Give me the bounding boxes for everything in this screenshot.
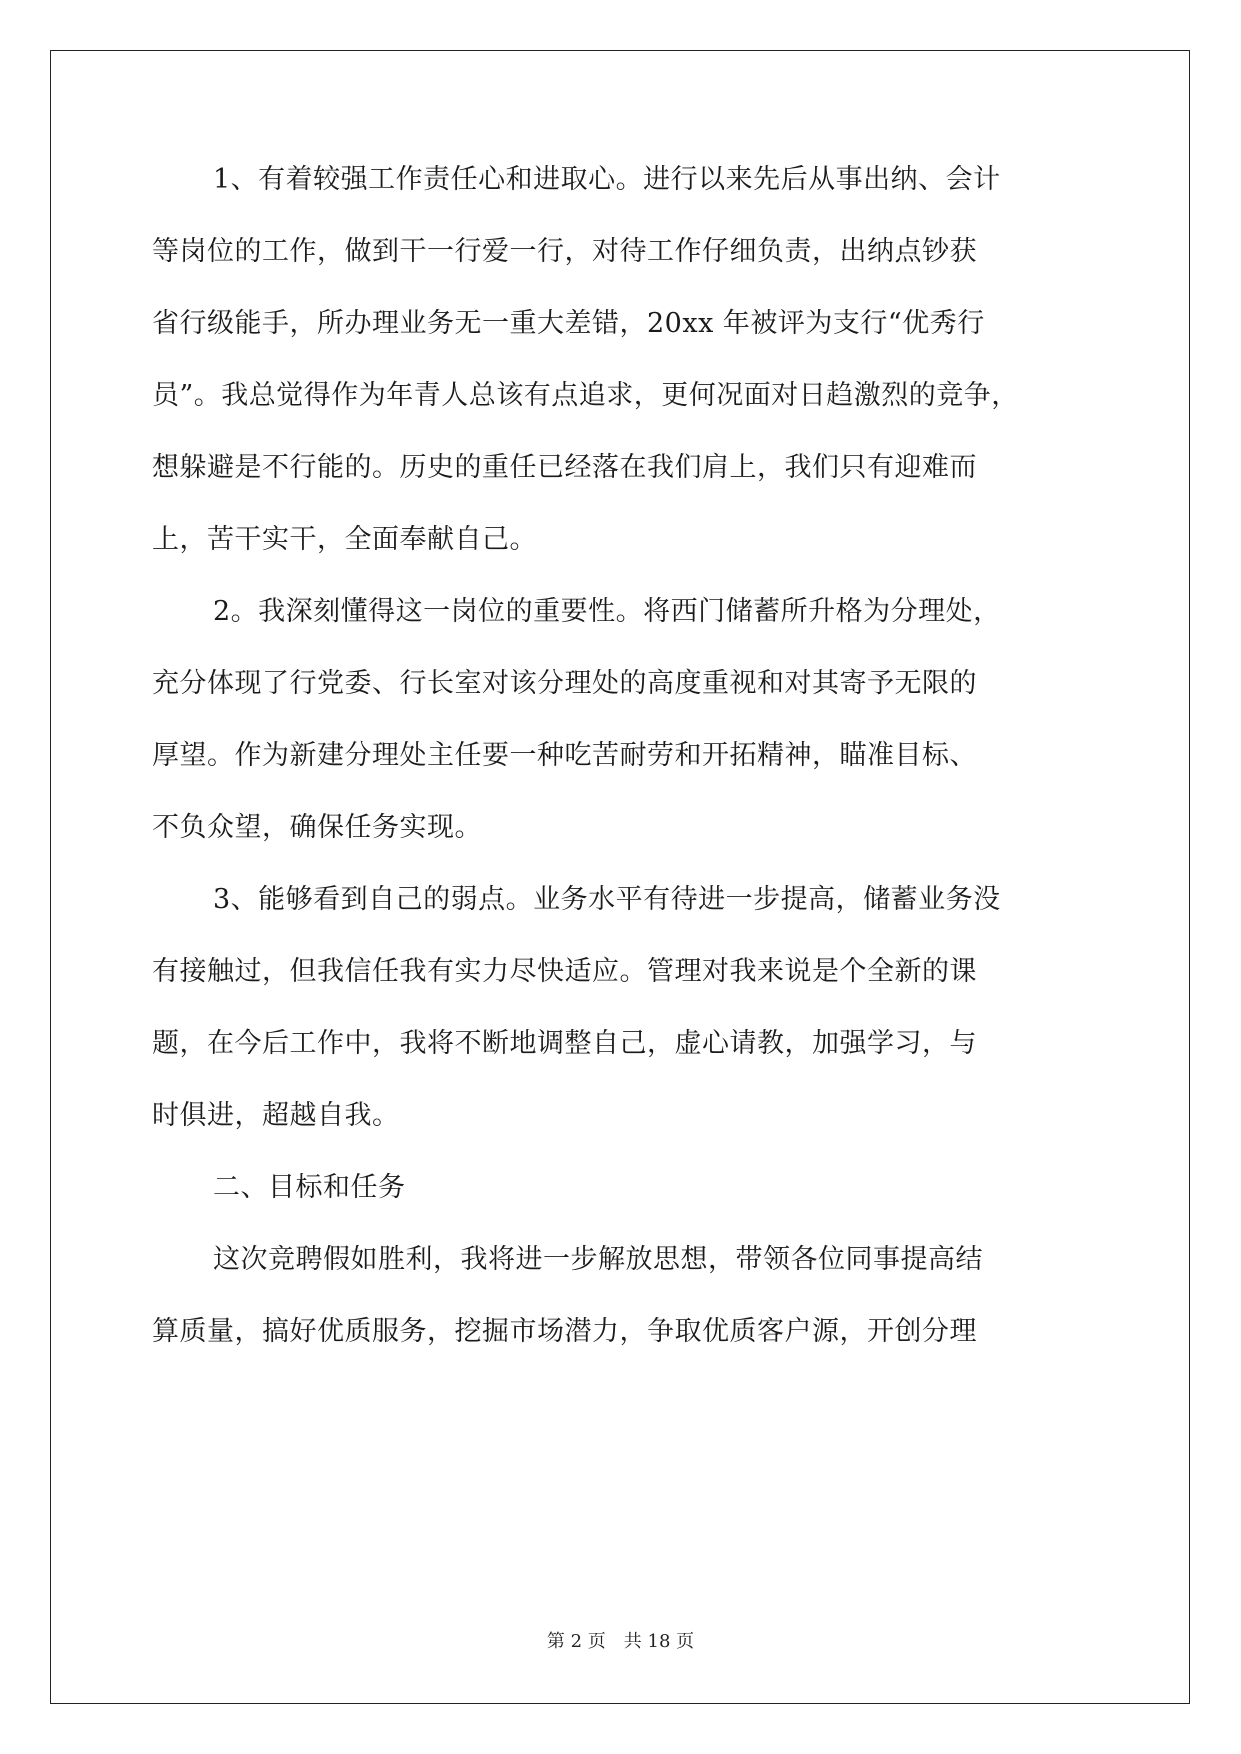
paragraph-3-line-1: 3、能够看到自己的弱点。业务水平有待进一步提高，储蓄业务没 bbox=[213, 884, 1001, 915]
paragraph-1-line-4: 员”。我总觉得作为年青人总该有点追求，更何况面对日趋激烈的竞争， bbox=[152, 380, 1019, 411]
paragraph-3-line-3: 题，在今后工作中，我将不断地调整自己，虚心请教，加强学习，与 bbox=[152, 1028, 977, 1059]
paragraph-1-line-6: 上，苦干实干，全面奉献自己。 bbox=[152, 524, 537, 555]
paragraph-5-line-1: 这次竞聘假如胜利，我将进一步解放思想，带领各位同事提高结 bbox=[213, 1244, 983, 1275]
paragraph-2-line-2: 充分体现了行党委、行长室对该分理处的高度重视和对其寄予无限的 bbox=[152, 668, 977, 699]
paragraph-1-line-5: 想躲避是不行能的。历史的重任已经落在我们肩上，我们只有迎难而 bbox=[152, 452, 977, 483]
section-heading: 二、目标和任务 bbox=[213, 1172, 406, 1203]
paragraph-1-line-2: 等岗位的工作，做到干一行爱一行，对待工作仔细负责，出纳点钞获 bbox=[152, 236, 977, 267]
paragraph-2-line-3: 厚望。作为新建分理处主任要一种吃苦耐劳和开拓精神，瞄准目标、 bbox=[152, 740, 977, 771]
paragraph-2-line-1: 2。我深刻懂得这一岗位的重要性。将西门储蓄所升格为分理处， bbox=[213, 596, 1001, 627]
paragraph-1-line-1: 1、有着较强工作责任心和进取心。进行以来先后从事出纳、会计 bbox=[213, 164, 1001, 195]
page-number-footer: 第 2 页 共 18 页 bbox=[546, 1631, 695, 1652]
paragraph-3-line-2: 有接触过，但我信任我有实力尽快适应。管理对我来说是个全新的课 bbox=[152, 956, 977, 987]
paragraph-5-line-2: 算质量，搞好优质服务，挖掘市场潜力，争取优质客户源，开创分理 bbox=[152, 1316, 977, 1347]
paragraph-3-line-4: 时俱进，超越自我。 bbox=[152, 1100, 400, 1131]
page-border bbox=[50, 50, 1190, 1704]
paragraph-1-line-3: 省行级能手，所办理业务无一重大差错，20xx 年被评为支行“优秀行 bbox=[152, 308, 985, 339]
paragraph-2-line-4: 不负众望，确保任务实现。 bbox=[152, 812, 482, 843]
